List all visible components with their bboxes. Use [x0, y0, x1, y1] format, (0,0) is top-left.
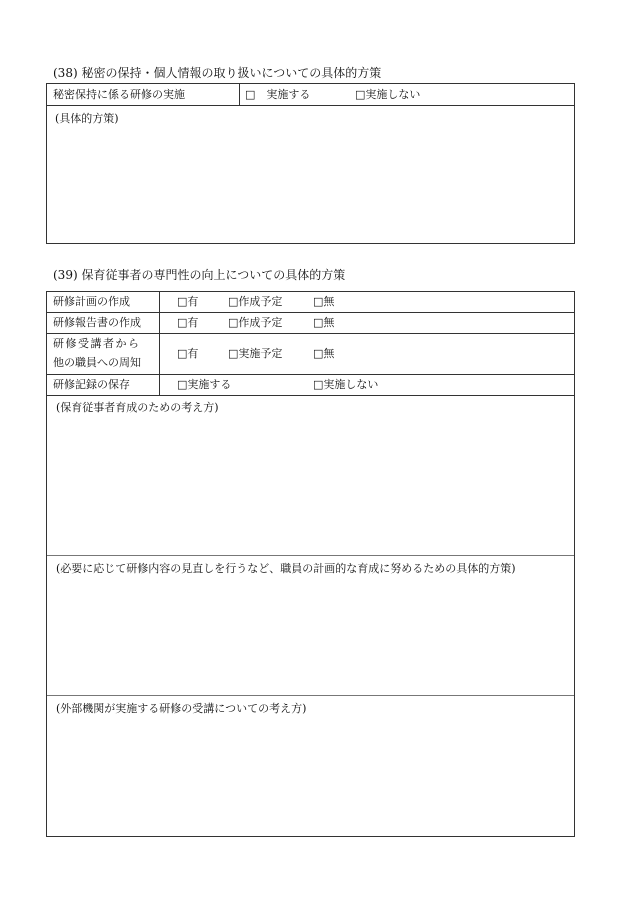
divider	[47, 695, 574, 696]
section-38-frame	[46, 83, 575, 244]
divider	[159, 292, 160, 395]
row-label-training-report: 研修報告書の作成	[53, 316, 141, 329]
training-option-implement[interactable]: □ 実施する	[245, 88, 311, 101]
section-38-heading: (38) 秘密の保持・個人情報の取り扱いについての具体的方策	[53, 66, 382, 80]
external-training-label: (外部機関が実施する研修の受講についての考え方)	[56, 702, 307, 715]
divider	[47, 105, 574, 106]
section-39-frame	[46, 291, 575, 837]
training-record-option-implement[interactable]: □実施する	[177, 378, 232, 391]
divider	[47, 555, 574, 556]
training-review-label: (必要に応じて研修内容の見直しを行うなど、職員の計画的な育成に努めるための具体的方策)	[56, 562, 516, 575]
training-report-option-planned[interactable]: □作成予定	[228, 316, 283, 329]
training-plan-option-planned[interactable]: □作成予定	[228, 295, 283, 308]
sharing-option-planned[interactable]: □実施予定	[228, 347, 283, 360]
training-report-option-no[interactable]: □無	[313, 316, 335, 329]
sharing-option-no[interactable]: □無	[313, 347, 335, 360]
row-label-sharing-line2: 他の職員への周知	[53, 356, 141, 369]
divider	[239, 84, 240, 105]
divider	[47, 395, 574, 396]
specific-measures-label: (具体的方策)	[55, 112, 119, 125]
training-report-option-yes[interactable]: □有	[177, 316, 199, 329]
section-39-heading: (39) 保育従事者の専門性の向上についての具体的方策	[53, 268, 346, 282]
training-option-not-implement[interactable]: □実施しない	[355, 88, 421, 101]
training-label: 秘密保持に係る研修の実施	[53, 88, 185, 101]
divider	[47, 374, 574, 375]
staff-development-label: (保育従事者育成のための考え方)	[56, 401, 219, 414]
training-plan-option-yes[interactable]: □有	[177, 295, 199, 308]
row-label-training-record: 研修記録の保存	[53, 378, 130, 391]
training-plan-option-no[interactable]: □無	[313, 295, 335, 308]
training-record-option-not-implement[interactable]: □実施しない	[313, 378, 379, 391]
divider	[47, 333, 574, 334]
sharing-option-yes[interactable]: □有	[177, 347, 199, 360]
row-label-sharing-line1: 研修受講者から	[53, 337, 141, 350]
divider	[47, 312, 574, 313]
row-label-training-plan: 研修計画の作成	[53, 295, 130, 308]
